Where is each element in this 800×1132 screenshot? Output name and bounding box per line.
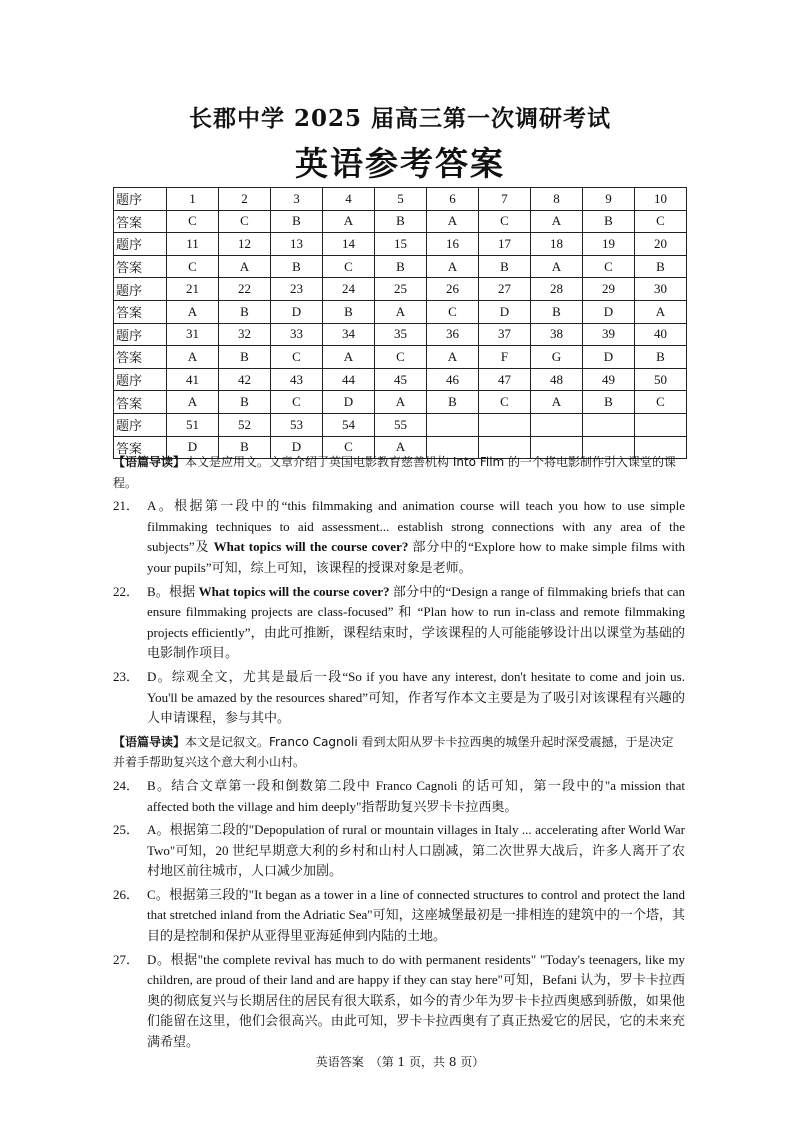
- table-row: [114, 188, 687, 211]
- table-cell: C: [635, 391, 687, 414]
- table-cell: A: [167, 391, 219, 414]
- table-cell: A: [375, 300, 427, 323]
- table-cell: 49: [583, 368, 635, 391]
- question-number: 25．: [113, 822, 140, 838]
- explanation-text: A。根据第一段中的“this filmmaking and animation course will teach you how to use simple filmmaking techniques to aid assessment... establish strong connections with any area of the subjects”及: [147, 498, 685, 555]
- explanation-23: [113, 667, 685, 729]
- table-cell: 50: [635, 368, 687, 391]
- table-cell: 8: [531, 188, 583, 211]
- table-cell: 2: [219, 188, 271, 211]
- table-cell: 23: [271, 278, 323, 301]
- table-cell: C: [167, 255, 219, 278]
- table-cell: B: [375, 255, 427, 278]
- table-cell: 48: [531, 368, 583, 391]
- table-cell: C: [271, 391, 323, 414]
- table-cell: B: [583, 391, 635, 414]
- explanation-22: [113, 582, 685, 664]
- table-cell: G: [531, 346, 583, 369]
- question-number: 27．: [113, 951, 140, 967]
- guide-text: 本文是应用文。文章介绍了英国电影教育慈善机构 Into Film 的一个将电影制作引入课堂的课程。: [113, 455, 677, 490]
- table-cell: C: [479, 391, 531, 414]
- table-cell: 46: [427, 368, 479, 391]
- explanation-text: D。综观全文，尤其是最后一段“So if you have any interest, don't hesitate to come and join us. You'll be amazed by the resources shared”可知，作者写作本文主要是为了吸引对该课程有兴趣的人申请课程，参与其中。: [147, 668, 685, 726]
- table-row: [114, 255, 687, 278]
- table-cell: [479, 413, 531, 436]
- row-label: 题序: [114, 413, 167, 436]
- table-cell: D: [583, 346, 635, 369]
- table-cell: 27: [479, 278, 531, 301]
- table-cell: 20: [635, 233, 687, 256]
- table-cell: 22: [219, 278, 271, 301]
- table-cell: 25: [375, 278, 427, 301]
- question-number: 26．: [113, 886, 140, 902]
- table-cell: B: [427, 391, 479, 414]
- table-row: [114, 346, 687, 369]
- table-cell: C: [583, 255, 635, 278]
- table-cell: A: [427, 346, 479, 369]
- explanations: [113, 452, 685, 1056]
- table-cell: D: [271, 300, 323, 323]
- table-cell: A: [167, 346, 219, 369]
- table-cell: C: [635, 210, 687, 233]
- row-label: 答案: [114, 391, 167, 414]
- guide-text: 本文是记叙文。Franco Cagnoli 看到太阳从罗卡卡拉西奥的城堡升起时深受震撼，于是决定并着手帮助复兴这个意大利小山村。: [113, 734, 674, 770]
- table-cell: C: [323, 255, 375, 278]
- table-cell: B: [219, 346, 271, 369]
- page-footer: 英语答案 （第 1 页，共 8 页）: [315, 1055, 485, 1069]
- question-number: 24．: [113, 777, 140, 793]
- table-cell: 30: [635, 278, 687, 301]
- table-cell: B: [323, 300, 375, 323]
- question-number: 22．: [113, 583, 140, 599]
- table-cell: 7: [479, 188, 531, 211]
- table-cell: B: [531, 300, 583, 323]
- row-label: 答案: [114, 300, 167, 323]
- explanation-text-cont: 部分中的“Design a range of filmmaking briefs that can ensure filmmaking projects are class-focused” 和 “Plan how to run in-class and remote filmmaking projects efficiently”，由此可推断，课程结束时，学该课程的人可能能够设计出以课堂为基础的电影制作项目。: [147, 583, 686, 661]
- reading-guide-1: [113, 452, 685, 493]
- table-cell: B: [583, 210, 635, 233]
- table-cell: F: [479, 346, 531, 369]
- table-cell: 35: [375, 323, 427, 346]
- exam-title: 长郡中学 2025 届高三第一次调研考试: [188, 105, 612, 132]
- guide-tag: 【语篇导读】: [113, 734, 186, 749]
- table-cell: A: [219, 255, 271, 278]
- explanation-25: [113, 820, 685, 882]
- table-cell: 11: [167, 233, 219, 256]
- table-cell: C: [323, 436, 375, 459]
- table-cell: 10: [635, 188, 687, 211]
- table-cell: C: [271, 346, 323, 369]
- table-cell: 54: [323, 413, 375, 436]
- table-cell: A: [427, 255, 479, 278]
- table-cell: 41: [167, 368, 219, 391]
- table-cell: 6: [427, 188, 479, 211]
- section-heading: What topics will the course cover?: [198, 583, 390, 599]
- table-cell: D: [271, 436, 323, 459]
- table-cell: [427, 413, 479, 436]
- table-cell: 12: [219, 233, 271, 256]
- row-label: 答案: [114, 346, 167, 369]
- table-cell: 31: [167, 323, 219, 346]
- table-cell: 44: [323, 368, 375, 391]
- reading-guide-2: [113, 732, 685, 773]
- table-cell: 53: [271, 413, 323, 436]
- table-cell: 21: [167, 278, 219, 301]
- row-label: 答案: [114, 210, 167, 233]
- table-row: [114, 413, 687, 436]
- table-cell: A: [427, 210, 479, 233]
- table-cell: 28: [531, 278, 583, 301]
- table-cell: 26: [427, 278, 479, 301]
- table-cell: 17: [479, 233, 531, 256]
- row-label: 题序: [114, 233, 167, 256]
- table-cell: 24: [323, 278, 375, 301]
- table-cell: B: [219, 436, 271, 459]
- explanation-text: B。根据: [147, 583, 199, 599]
- table-cell: 52: [219, 413, 271, 436]
- table-cell: 5: [375, 188, 427, 211]
- explanation-text-cont: 部分中的“Explore how to make simple films with your pupils”可知，综上可知，该课程的授课对象是老师。: [147, 539, 686, 575]
- table-cell: A: [323, 210, 375, 233]
- table-cell: 4: [323, 188, 375, 211]
- table-cell: A: [531, 210, 583, 233]
- explanation-text: C。根据第三段的"It began as a tower in a line of connected structures to control and protect the land that stretched inland from the Adriatic Sea"可知，这座城堡最初是一排相连的建筑中的一个塔，其目的是控制和保护从亚得里亚海延伸到内陆的土地。: [147, 886, 685, 944]
- table-cell: A: [167, 300, 219, 323]
- row-label: 答案: [114, 255, 167, 278]
- table-cell: D: [167, 436, 219, 459]
- table-cell: [583, 413, 635, 436]
- table-cell: 3: [271, 188, 323, 211]
- row-label: 题序: [114, 278, 167, 301]
- table-cell: 34: [323, 323, 375, 346]
- table-cell: D: [479, 300, 531, 323]
- table-cell: A: [531, 391, 583, 414]
- table-cell: 19: [583, 233, 635, 256]
- table-row: [114, 210, 687, 233]
- explanation-24: [113, 776, 685, 817]
- table-row: [114, 233, 687, 256]
- table-cell: 45: [375, 368, 427, 391]
- table-cell: 38: [531, 323, 583, 346]
- explanation-text: B。结合文章第一段和倒数第二段中 Franco Cagnoli 的话可知，第一段中的"a mission that affected both the village and him deeply"指帮助复兴罗卡卡拉西奥。: [147, 777, 685, 814]
- row-label: 题序: [114, 323, 167, 346]
- table-cell: [635, 413, 687, 436]
- section-heading: What topics will the course cover?: [213, 539, 409, 555]
- table-cell: A: [375, 436, 427, 459]
- table-cell: C: [427, 300, 479, 323]
- table-cell: 29: [583, 278, 635, 301]
- table-cell: C: [167, 210, 219, 233]
- table-cell: 43: [271, 368, 323, 391]
- table-cell: B: [219, 391, 271, 414]
- table-cell: 36: [427, 323, 479, 346]
- table-cell: B: [375, 210, 427, 233]
- explanation-26: [113, 885, 685, 947]
- table-cell: B: [271, 255, 323, 278]
- table-cell: B: [479, 255, 531, 278]
- table-cell: 33: [271, 323, 323, 346]
- table-row: [114, 278, 687, 301]
- table-cell: 1: [167, 188, 219, 211]
- table-cell: A: [635, 300, 687, 323]
- table-row: [114, 323, 687, 346]
- table-cell: C: [479, 210, 531, 233]
- table-cell: 13: [271, 233, 323, 256]
- table-cell: 51: [167, 413, 219, 436]
- table-cell: 16: [427, 233, 479, 256]
- table-cell: D: [323, 391, 375, 414]
- explanation-27: [113, 950, 685, 1053]
- table-cell: [531, 413, 583, 436]
- table-cell: B: [219, 300, 271, 323]
- table-cell: 47: [479, 368, 531, 391]
- table-cell: B: [635, 255, 687, 278]
- table-cell: A: [323, 346, 375, 369]
- question-number: 21．: [113, 498, 140, 514]
- table-cell: 39: [583, 323, 635, 346]
- table-cell: 42: [219, 368, 271, 391]
- table-row: [114, 391, 687, 414]
- table-cell: 9: [583, 188, 635, 211]
- explanation-text: D。根据"the complete revival has much to do with permanent residents" "Today's teenagers, like my children, are proud of their land and are happy if they can stay here"可知，Befani 认为，罗卡卡拉西奥的彻底复兴与长期居住的居民有很大联系，如今的青少年为罗卡卡拉西奥感到骄傲，如果他们能留在这里，他们会很高兴。由此可知，罗卡卡拉西奥有了真正热爱它的居民，它的未来充满希望。: [147, 951, 685, 1050]
- table-cell: D: [583, 300, 635, 323]
- answer-key-title: 英语参考答案: [295, 144, 505, 183]
- table-cell: A: [375, 391, 427, 414]
- table-row: [114, 368, 687, 391]
- table-cell: A: [531, 255, 583, 278]
- row-label: 题序: [114, 188, 167, 211]
- question-number: 23．: [113, 668, 140, 684]
- table-cell: 14: [323, 233, 375, 256]
- table-cell: B: [635, 346, 687, 369]
- table-cell: 40: [635, 323, 687, 346]
- explanation-21: [113, 496, 685, 578]
- table-cell: C: [219, 210, 271, 233]
- table-row: [114, 300, 687, 323]
- guide-tag: 【语篇导读】: [113, 455, 186, 469]
- explanation-text: A。根据第二段的"Depopulation of rural or mountain villages in Italy ... accelerating after World War Two"可知，20 世纪早期意大利的乡村和山村人口剧减，第二次世界大战后，许多人离开了农村地区前往城市，人口减少加剧。: [147, 822, 685, 879]
- row-label: 答案: [114, 436, 167, 459]
- table-cell: B: [271, 210, 323, 233]
- table-cell: C: [375, 346, 427, 369]
- table-cell: 15: [375, 233, 427, 256]
- row-label: 题序: [114, 368, 167, 391]
- table-cell: 55: [375, 413, 427, 436]
- answer-table: [113, 187, 687, 459]
- table-cell: 32: [219, 323, 271, 346]
- table-cell: 37: [479, 323, 531, 346]
- table-cell: 18: [531, 233, 583, 256]
